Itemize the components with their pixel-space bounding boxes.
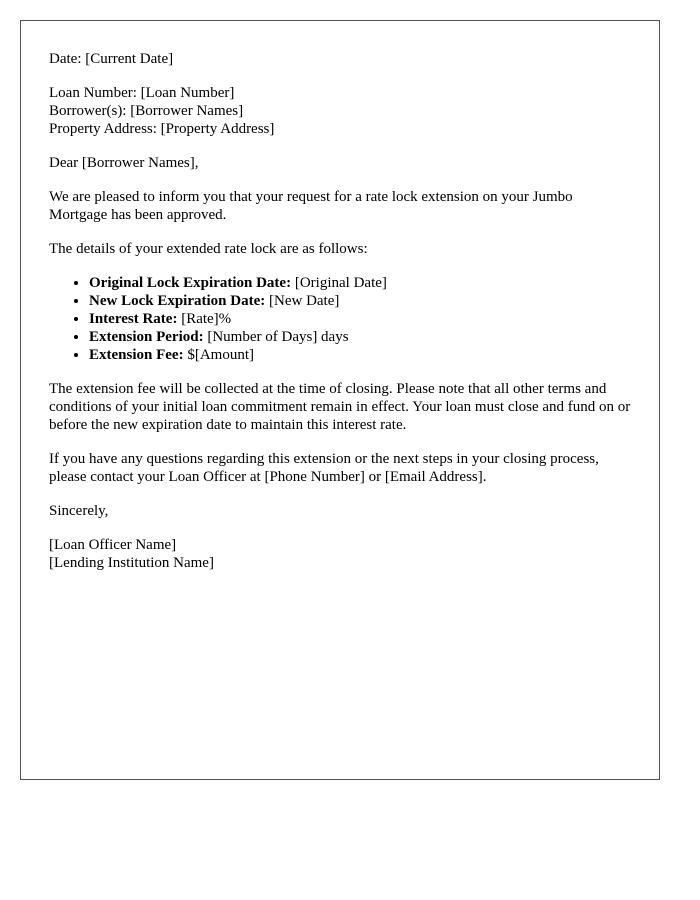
rate-lock-details-list [49,274,631,364]
detail-value: [Original Date] [291,275,387,291]
signature-institution: [Lending Institution Name] [49,555,214,571]
date-line: Date: [Current Date] [49,51,174,67]
borrowers-line: Borrower(s): [Borrower Names] [49,103,244,119]
loan-info-block [49,84,631,138]
detail-item-original-expiration [89,274,631,292]
salutation: Dear [Borrower Names], [49,155,199,171]
detail-value: [Number of Days] days [203,329,349,345]
detail-label: Extension Period: [89,329,204,345]
detail-item-extension-fee [89,346,631,364]
detail-label: Original Lock Expiration Date: [89,275,292,291]
details-intro: The details of your extended rate lock are as follows: [49,241,368,257]
signature-block [49,536,631,572]
detail-label: Extension Fee: [89,347,184,363]
detail-value: [New Date] [265,293,340,309]
closing: Sincerely, [49,503,109,519]
letter-page [20,20,660,780]
detail-label: Interest Rate: [89,311,178,327]
detail-value: [Rate]% [177,311,232,327]
intro-paragraph: We are pleased to inform you that your request for a rate lock extension on your Jumbo Mortgage has been approved. [49,189,573,223]
signature-name: [Loan Officer Name] [49,537,177,553]
detail-label: New Lock Expiration Date: [89,293,266,309]
detail-item-new-expiration [89,292,631,310]
fee-paragraph: The extension fee will be collected at the time of closing. Please note that all other terms and conditions of your initial loan commitment remain in effect. Your loan must close and fund on or before the new expiration date to maintain this interest rate. [49,381,631,433]
contact-paragraph: If you have any questions regarding this extension or the next steps in your closing process, please contact your Loan Officer at [Phone Number] or [Email Address]. [49,451,599,485]
loan-number-line: Loan Number: [Loan Number] [49,85,235,101]
detail-item-extension-period [89,328,631,346]
detail-item-interest-rate [89,310,631,328]
property-address-line: Property Address: [Property Address] [49,121,275,137]
detail-value: $[Amount] [183,347,254,363]
